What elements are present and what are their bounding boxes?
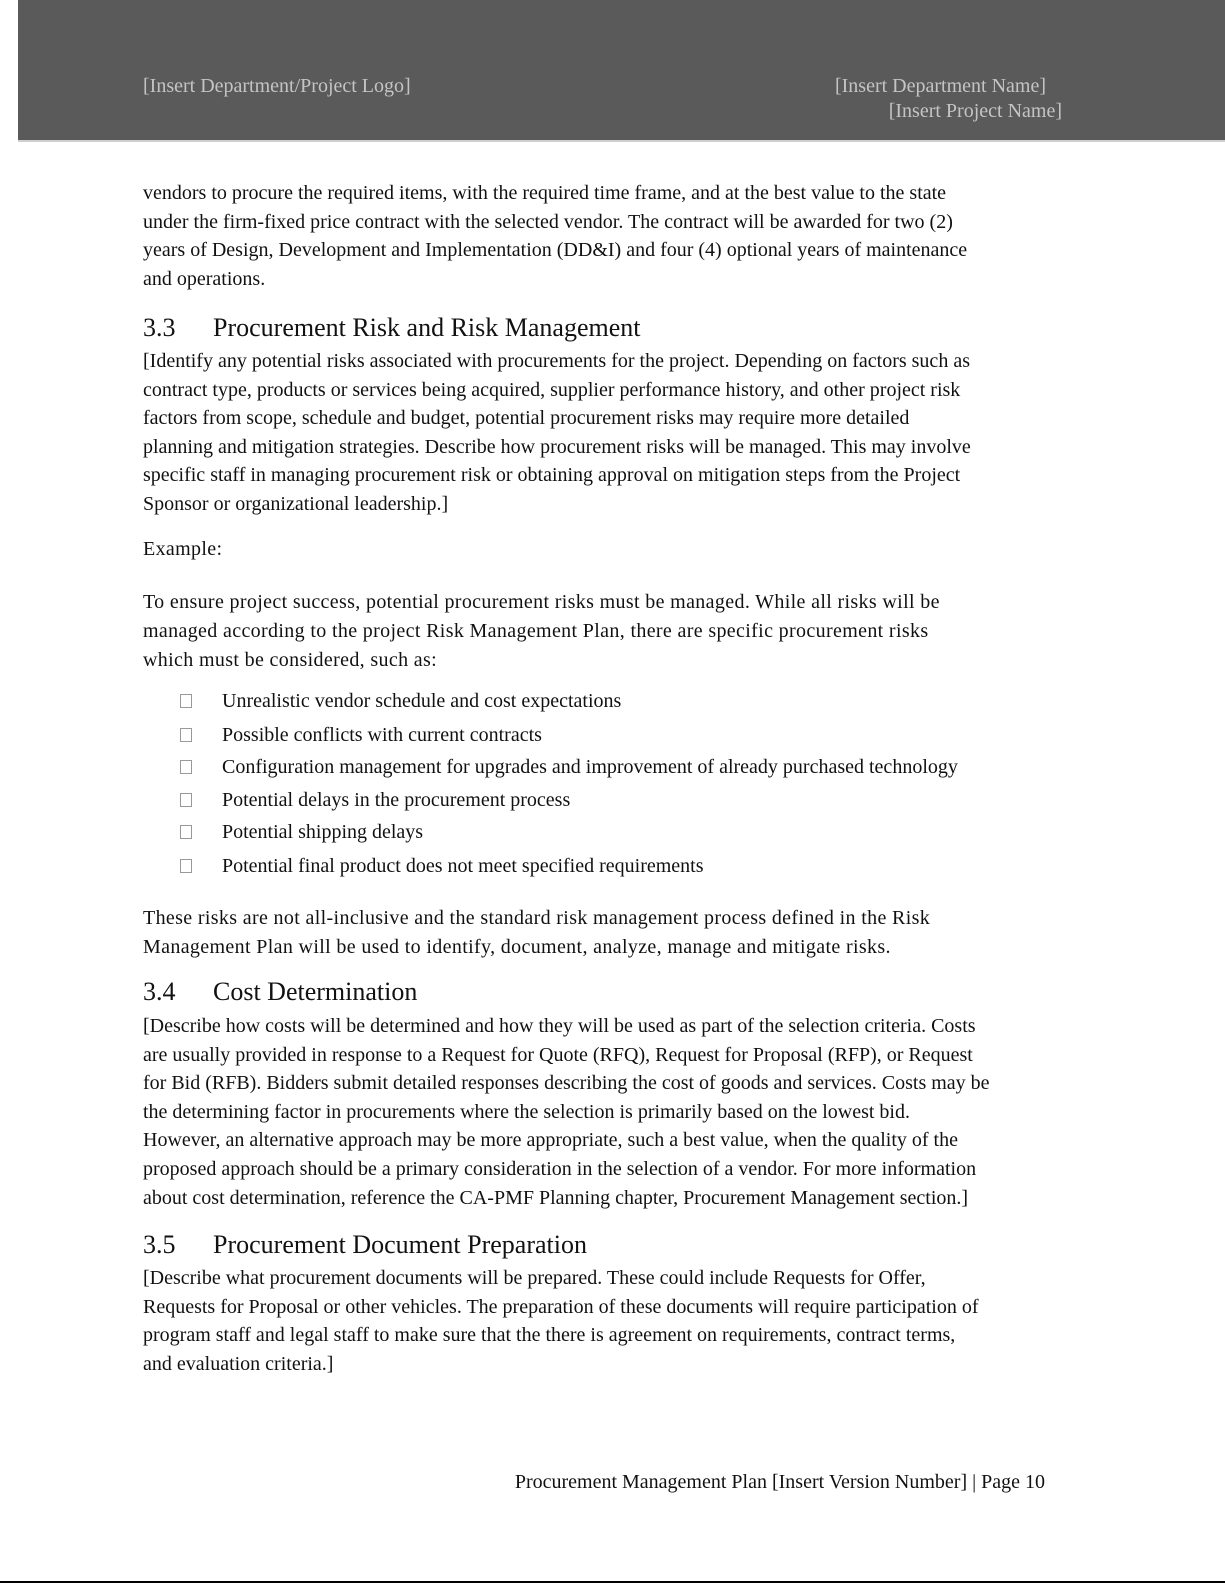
- bullet-box-icon: [180, 793, 192, 807]
- text-line: specific staff in managing procurement risk or obtaining approval on mitigation steps from the Project: [143, 464, 961, 487]
- text-line: and evaluation criteria.]: [143, 1352, 334, 1375]
- bullet-box-icon: [180, 760, 192, 774]
- text-line: are usually provided in response to a Request for Quote (RFQ), Request for Proposal (RFP), or Request: [143, 1043, 973, 1066]
- example-label: [143, 535, 1103, 564]
- bullet-box-icon: [180, 728, 192, 742]
- list-item: [180, 816, 423, 848]
- list-item: [180, 784, 570, 816]
- list-item: [180, 751, 958, 783]
- department-name: [Insert Department Name]: [834, 75, 1046, 97]
- text-line: planning and mitigation strategies. Describe how procurement risks will be managed. This may involve: [143, 435, 971, 458]
- list-item-text: Unrealistic vendor schedule and cost expectations: [222, 690, 622, 712]
- page-bottom-rule: [0, 1581, 1225, 1583]
- text-line: These risks are not all-inclusive and the standard risk management process defined in the Risk: [143, 907, 931, 929]
- text-line: Management Plan will be used to identify, document, analyze, manage and mitigate risks.: [143, 936, 891, 958]
- section-3-3-heading: [143, 312, 640, 344]
- bullet-box-icon: [180, 694, 192, 708]
- text-line: program staff and legal staff to make sure that the there is agreement on requirements, contract terms,: [143, 1324, 956, 1347]
- text-line: which must be considered, such as:: [143, 649, 438, 671]
- list-item-text: Potential shipping delays: [222, 821, 424, 843]
- text-line: However, an alternative approach may be more appropriate, such a best value, when the quality of the: [143, 1129, 958, 1152]
- section-title: Procurement Document Preparation: [213, 1230, 587, 1259]
- list-item-text: Potential delays in the procurement process: [222, 789, 571, 811]
- text-line: years of Design, Development and Implementation (DD&I) and four (4) optional years of maintenance: [143, 239, 968, 262]
- text-line: factors from scope, schedule and budget, potential procurement risks may require more detailed: [143, 407, 910, 430]
- text-line: under the firm-fixed price contract with the selected vendor. The contract will be awarded for two (2): [143, 210, 953, 233]
- list-item-text: Potential final product does not meet specified requirements: [222, 855, 704, 877]
- logo-placeholder: [Insert Department/Project Logo]: [143, 75, 411, 97]
- text-line: about cost determination, reference the CA-PMF Planning chapter, Procurement Management section.]: [143, 1186, 969, 1209]
- text-line: and operations.: [143, 267, 266, 290]
- text-line: Requests for Proposal or other vehicles. The preparation of these documents will require participation of: [143, 1295, 979, 1318]
- project-name: [Insert Project Name]: [888, 100, 1062, 122]
- text-line: vendors to procure the required items, with the required time frame, and at the best value to the state: [143, 182, 947, 204]
- bullet-box-icon: [180, 825, 192, 839]
- text-line: for Bid (RFB). Bidders submit detailed responses describing the cost of goods and services. Costs may be: [143, 1072, 990, 1095]
- section-3-5-heading: [143, 1229, 587, 1261]
- example-intro: [143, 588, 1103, 675]
- list-item-text: Possible conflicts with current contracts: [222, 724, 542, 746]
- text-line: [Describe what procurement documents will be prepared. These could include Requests for Offer,: [143, 1267, 926, 1289]
- text-line: managed according to the project Risk Management Plan, there are specific procurement risks: [143, 620, 929, 642]
- text-line: Example:: [143, 538, 223, 560]
- text-line: Sponsor or organizational leadership.]: [143, 492, 449, 515]
- section-3-3-instructions: [143, 347, 1103, 519]
- example-outro: [143, 904, 1103, 962]
- list-item-text: Configuration management for upgrades and improvement of already purchased technology: [222, 756, 958, 778]
- intro-paragraph: [143, 179, 1103, 293]
- section-number: 3.4: [143, 977, 176, 1006]
- section-title: Cost Determination: [213, 977, 418, 1006]
- text-line: [Identify any potential risks associated with procurements for the project. Depending on factors such as: [143, 350, 970, 372]
- list-item: [180, 850, 704, 882]
- section-3-4-instructions: [143, 1012, 1103, 1212]
- list-item: [180, 719, 542, 751]
- text-line: [Describe how costs will be determined and how they will be used as part of the selection criteria. Costs: [143, 1015, 976, 1037]
- text-line: proposed approach should be a primary consideration in the selection of a vendor. For more information: [143, 1157, 977, 1180]
- section-3-4-heading: [143, 976, 417, 1008]
- section-number: 3.3: [143, 313, 176, 342]
- bullet-box-icon: [180, 859, 192, 873]
- list-item: [180, 685, 621, 717]
- section-number: 3.5: [143, 1230, 176, 1259]
- text-line: To ensure project success, potential procurement risks must be managed. While all risks will be: [143, 591, 940, 613]
- section-title: Procurement Risk and Risk Management: [213, 313, 641, 342]
- text-line: contract type, products or services being acquired, supplier performance history, and other project risk: [143, 378, 961, 401]
- page-footer: Procurement Management Plan [Insert Version Number] | Page 10: [514, 1471, 1045, 1493]
- text-line: the determining factor in procurements where the selection is primarily based on the lowest bid.: [143, 1100, 910, 1123]
- section-3-5-instructions: [143, 1264, 1103, 1378]
